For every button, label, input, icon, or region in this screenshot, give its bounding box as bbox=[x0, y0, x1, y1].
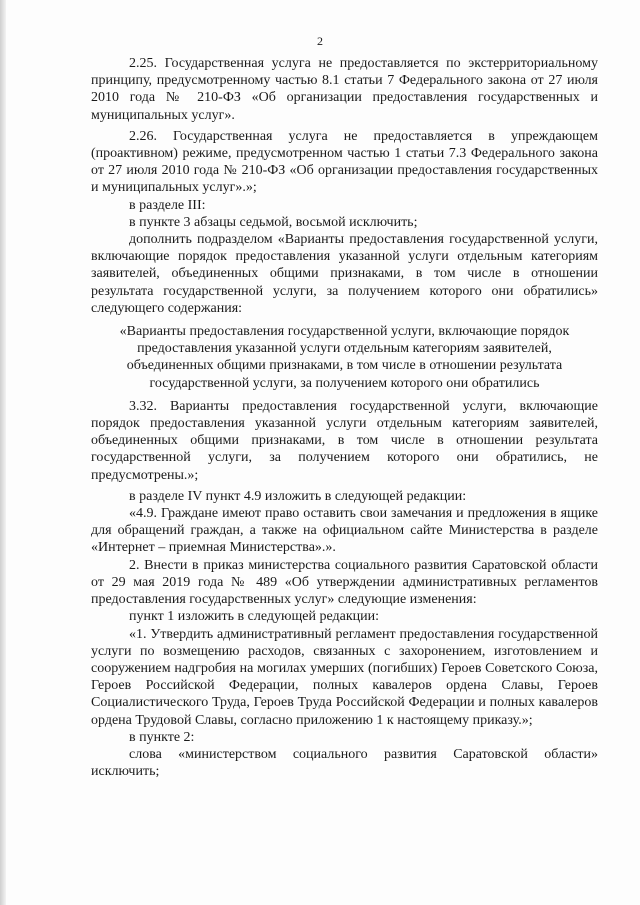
page-number: 2 bbox=[317, 34, 323, 48]
paragraph-section-4: в разделе IV пункт 4.9 изложить в следующей редакции: bbox=[129, 488, 467, 504]
heading-line: «Варианты предоставления государственной услуги, включающие порядок bbox=[119, 324, 570, 340]
paragraph-point-2: в пункте 2: bbox=[129, 729, 195, 745]
paragraph-point-3: в пункте 3 абзацы седьмой, восьмой исключить; bbox=[129, 214, 418, 230]
paragraph-approve: «1. Утвердить административный регламент предоставления государственной услуги по возмещению расходов, связанных с захоронением, изготовлением и сооружением надгробия на могилах умерших (погибших) Героев Советского Союза, Героев Российской Федерации, полных кавалеров ордена Славы, Героев Социалистического Труда, Героев Труда Российской Федерации и полных кавалеров ордена Трудовой Славы, согласно приложению 1 к настоящему приказу.»; bbox=[91, 626, 598, 728]
scan-edge bbox=[0, 0, 6, 905]
paragraph-4-9: «4.9. Граждане имеют право оставить свои замечания и предложения в ящике для обращений граждан, а также на официальном сайте Министерства в разделе «Интернет – приемная Министерства».». bbox=[91, 506, 598, 556]
paragraph-2-25: 2.25. Государственная услуга не предоставляется по экстерриториальному принципу, предусмотренному частью 8.1 статьи 7 Федерального закона от 27 июля 2010 года № 210-ФЗ «Об организации предоставления государственных и муниципальных услуг». bbox=[91, 56, 598, 123]
paragraph-2-amend: 2. Внести в приказ министерства социального развития Саратовской области от 29 мая 2019 года № 489 «Об утверждении административных регламентов предоставления государственных услуг» следующие изменения: bbox=[91, 557, 598, 608]
document-body bbox=[91, 55, 598, 780]
paragraph-3-32: 3.32. Варианты предоставления государственной услуги, включающие порядок предоставления указанной услуги отдельным категориям заявителей, объединенных общими признаками, в том числе в отношении результата государственной услуги, за получением которого они обратились, не предусмотрены.»; bbox=[91, 398, 598, 483]
paragraph-add-subsection: дополнить подразделом «Варианты предоставления государственной услуги, включающие порядок предоставления указанной услуги отдельным категориям заявителей, объединенных общими признаками, в том числе в отношении результата государственной услуги, за получением которого они обратились» следующего содержания: bbox=[91, 232, 598, 316]
heading-line: объединенных общими признаками, в том числе в отношении результата bbox=[126, 358, 563, 374]
paragraph-words-exclude: слова «министерством социального развития Саратовской области» исключить; bbox=[91, 746, 598, 780]
paragraph-2-26: 2.26. Государственная услуга не предоставляется в упреждающем (проактивном) режиме, предусмотренном частью 1 статьи 7.3 Федерального закона от 27 июля 2010 года № 210-ФЗ «Об организации предоставления государственных и муниципальных услуг».»; bbox=[91, 128, 598, 196]
paragraph-section-3: в разделе III: bbox=[129, 197, 206, 213]
heading-line: предоставления указанной услуги отдельным категориям заявителей, bbox=[137, 341, 552, 357]
paragraph-point-1: пункт 1 изложить в следующей редакции: bbox=[129, 609, 379, 625]
subsection-heading bbox=[91, 323, 598, 392]
heading-line: государственной услуги, за получением которого они обратились bbox=[149, 375, 540, 391]
